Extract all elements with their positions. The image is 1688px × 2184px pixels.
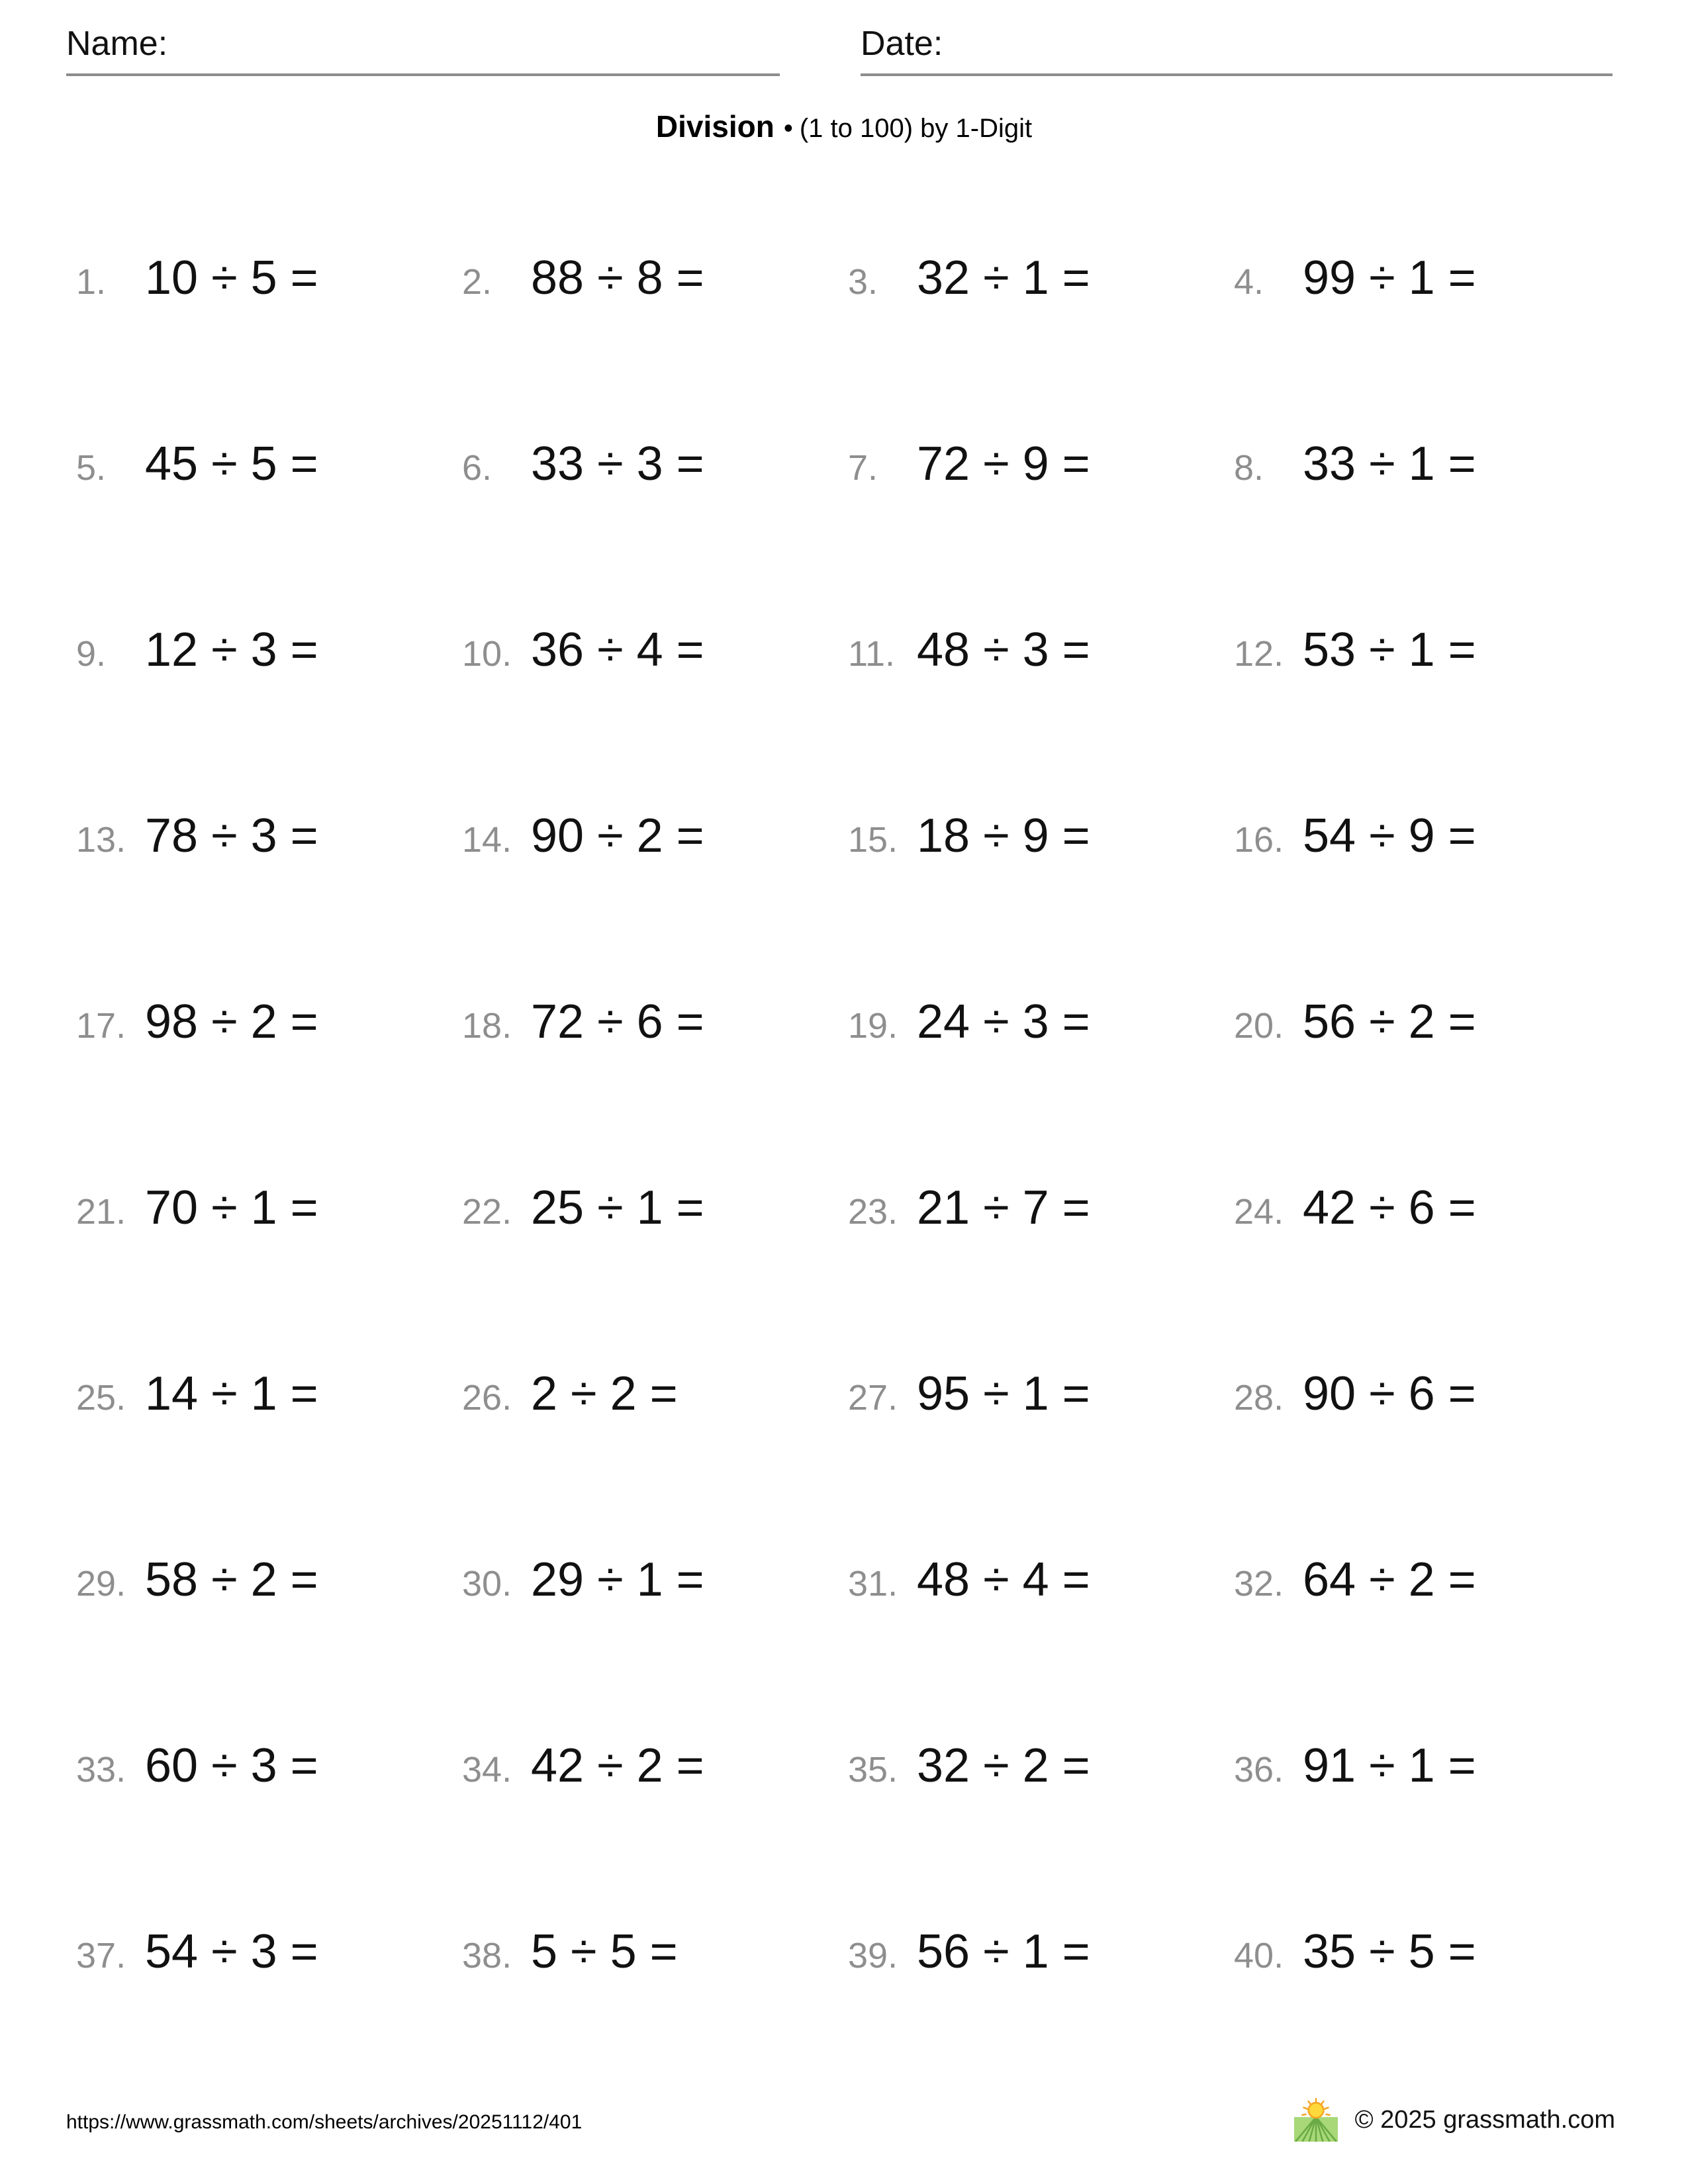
problem-number: 17. xyxy=(76,1006,126,1046)
date-label: Date: xyxy=(861,24,943,63)
problem-item xyxy=(76,1925,462,2114)
problem-item xyxy=(848,1739,1234,1928)
problem-number: 26. xyxy=(462,1378,512,1418)
problem-expression: 58 ÷ 2 = xyxy=(145,1553,318,1606)
title-range: (1 to 100) by 1-Digit xyxy=(799,114,1033,143)
problem-item xyxy=(1234,1367,1620,1556)
copyright-text: © 2025 grassmath.com xyxy=(1354,2105,1615,2134)
problems-grid xyxy=(76,251,1620,2114)
problem-number: 19. xyxy=(848,1006,898,1046)
title-separator: • xyxy=(783,114,793,143)
problem-item xyxy=(76,995,462,1184)
problem-item xyxy=(1234,437,1620,626)
problem-expression: 42 ÷ 6 = xyxy=(1303,1181,1476,1234)
problem-expression: 10 ÷ 5 = xyxy=(145,251,318,304)
problem-item xyxy=(462,995,848,1184)
problem-number: 13. xyxy=(76,820,126,860)
problem-number: 39. xyxy=(848,1936,898,1976)
problem-expression: 90 ÷ 6 = xyxy=(1303,1367,1476,1420)
problem-number: 8. xyxy=(1234,448,1264,488)
problem-number: 5. xyxy=(76,448,107,488)
problem-number: 12. xyxy=(1234,634,1284,674)
problem-item xyxy=(1234,1925,1620,2114)
name-field xyxy=(66,25,780,76)
problem-number: 18. xyxy=(462,1006,512,1046)
problem-item xyxy=(1234,809,1620,998)
problem-item xyxy=(462,1553,848,1742)
problem-expression: 45 ÷ 5 = xyxy=(145,437,318,490)
problem-item xyxy=(1234,623,1620,812)
problem-item xyxy=(462,1739,848,1928)
sun-over-grass-field-icon xyxy=(1294,2098,1338,2142)
problem-number: 40. xyxy=(1234,1936,1284,1976)
problem-expression: 88 ÷ 8 = xyxy=(531,251,704,304)
problem-number: 1. xyxy=(76,262,107,302)
problem-number: 28. xyxy=(1234,1378,1284,1418)
problem-expression: 72 ÷ 9 = xyxy=(917,437,1090,490)
problem-expression: 95 ÷ 1 = xyxy=(917,1367,1090,1420)
problem-item xyxy=(848,437,1234,626)
problem-expression: 78 ÷ 3 = xyxy=(145,809,318,862)
problem-expression: 33 ÷ 3 = xyxy=(531,437,704,490)
title-topic: Division xyxy=(655,109,774,144)
problem-item xyxy=(1234,1739,1620,1928)
problem-item xyxy=(848,1925,1234,2114)
problem-number: 25. xyxy=(76,1378,126,1418)
problem-number: 35. xyxy=(848,1750,898,1790)
problem-expression: 54 ÷ 9 = xyxy=(1303,809,1476,862)
problem-number: 11. xyxy=(848,634,896,674)
problem-expression: 36 ÷ 4 = xyxy=(531,623,704,676)
problem-expression: 33 ÷ 1 = xyxy=(1303,437,1476,490)
problem-item xyxy=(76,1367,462,1556)
page-title xyxy=(0,109,1688,144)
problem-expression: 60 ÷ 3 = xyxy=(145,1739,318,1792)
problem-expression: 21 ÷ 7 = xyxy=(917,1181,1090,1234)
problem-item xyxy=(1234,995,1620,1184)
problem-number: 31. xyxy=(848,1564,898,1604)
problem-expression: 25 ÷ 1 = xyxy=(531,1181,704,1234)
problem-expression: 32 ÷ 1 = xyxy=(917,251,1090,304)
problem-expression: 48 ÷ 4 = xyxy=(917,1553,1090,1606)
problem-number: 7. xyxy=(848,448,878,488)
problem-item xyxy=(76,1181,462,1370)
problem-expression: 12 ÷ 3 = xyxy=(145,623,318,676)
problem-expression: 29 ÷ 1 = xyxy=(531,1553,704,1606)
problem-item xyxy=(848,1181,1234,1370)
problem-item xyxy=(76,437,462,626)
problem-expression: 54 ÷ 3 = xyxy=(145,1925,318,1978)
problem-number: 16. xyxy=(1234,820,1284,860)
problem-item xyxy=(462,1367,848,1556)
problem-item xyxy=(848,251,1234,440)
problem-number: 22. xyxy=(462,1192,512,1232)
problem-expression: 56 ÷ 2 = xyxy=(1303,995,1476,1048)
problem-item xyxy=(462,809,848,998)
problem-number: 14. xyxy=(462,820,512,860)
problem-item xyxy=(462,1925,848,2114)
footer-url-link[interactable]: https://www.grassmath.com/sheets/archives/20251112/401 xyxy=(66,2111,583,2133)
problem-item xyxy=(848,1553,1234,1742)
problem-item xyxy=(76,623,462,812)
problem-expression: 35 ÷ 5 = xyxy=(1303,1925,1476,1978)
problem-expression: 53 ÷ 1 = xyxy=(1303,623,1476,676)
problem-expression: 14 ÷ 1 = xyxy=(145,1367,318,1420)
problem-expression: 2 ÷ 2 = xyxy=(531,1367,678,1420)
problem-item xyxy=(1234,1553,1620,1742)
problem-number: 24. xyxy=(1234,1192,1284,1232)
problem-expression: 42 ÷ 2 = xyxy=(531,1739,704,1792)
problem-expression: 18 ÷ 9 = xyxy=(917,809,1090,862)
problem-expression: 64 ÷ 2 = xyxy=(1303,1553,1476,1606)
problem-expression: 72 ÷ 6 = xyxy=(531,995,704,1048)
problem-item xyxy=(848,1367,1234,1556)
problem-number: 37. xyxy=(76,1936,126,1976)
problem-item xyxy=(76,809,462,998)
problem-item xyxy=(848,809,1234,998)
problem-expression: 5 ÷ 5 = xyxy=(531,1925,678,1978)
problem-expression: 99 ÷ 1 = xyxy=(1303,251,1476,304)
problem-expression: 91 ÷ 1 = xyxy=(1303,1739,1476,1792)
problem-item xyxy=(462,623,848,812)
problem-expression: 98 ÷ 2 = xyxy=(145,995,318,1048)
problem-expression: 32 ÷ 2 = xyxy=(917,1739,1090,1792)
problem-expression: 24 ÷ 3 = xyxy=(917,995,1090,1048)
problem-item xyxy=(76,1739,462,1928)
problem-number: 3. xyxy=(848,262,878,302)
problem-number: 29. xyxy=(76,1564,126,1604)
problem-number: 9. xyxy=(76,634,107,674)
date-field xyxy=(861,25,1613,76)
problem-expression: 90 ÷ 2 = xyxy=(531,809,704,862)
footer-brand xyxy=(1294,2098,1615,2142)
problem-item xyxy=(462,251,848,440)
problem-number: 6. xyxy=(462,448,492,488)
name-label: Name: xyxy=(66,24,168,63)
problem-number: 32. xyxy=(1234,1564,1284,1604)
problem-item xyxy=(848,623,1234,812)
problem-number: 10. xyxy=(462,634,512,674)
problem-item xyxy=(462,437,848,626)
problem-expression: 56 ÷ 1 = xyxy=(917,1925,1090,1978)
problem-number: 2. xyxy=(462,262,492,302)
problem-number: 33. xyxy=(76,1750,126,1790)
problem-item xyxy=(76,251,462,440)
problem-number: 38. xyxy=(462,1936,512,1976)
problem-item xyxy=(848,995,1234,1184)
problem-expression: 70 ÷ 1 = xyxy=(145,1181,318,1234)
problem-number: 30. xyxy=(462,1564,512,1604)
problem-expression: 48 ÷ 3 = xyxy=(917,623,1090,676)
problem-number: 15. xyxy=(848,820,898,860)
problem-number: 20. xyxy=(1234,1006,1284,1046)
problem-item xyxy=(462,1181,848,1370)
problem-item xyxy=(76,1553,462,1742)
problem-item xyxy=(1234,251,1620,440)
problem-item xyxy=(1234,1181,1620,1370)
problem-number: 27. xyxy=(848,1378,898,1418)
problem-number: 36. xyxy=(1234,1750,1284,1790)
problem-number: 34. xyxy=(462,1750,512,1790)
problem-number: 4. xyxy=(1234,262,1264,302)
problem-number: 23. xyxy=(848,1192,898,1232)
problem-number: 21. xyxy=(76,1192,126,1232)
